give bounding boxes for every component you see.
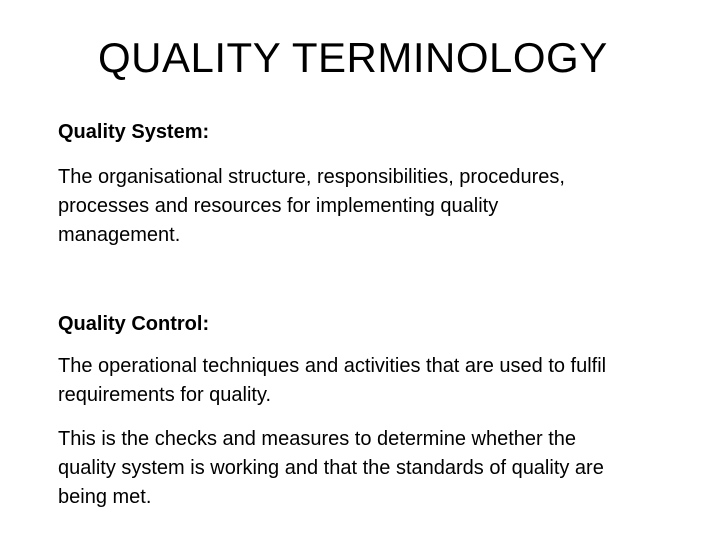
text-line: management.: [58, 224, 181, 246]
quality-control-heading: Quality Control:: [58, 313, 210, 335]
text-line: requirements for quality.: [58, 384, 272, 406]
slide-title: QUALITY TERMINOLOGY: [98, 34, 608, 81]
text-line: quality system is working and that the standards of quality are: [58, 457, 604, 479]
text-line: processes and resources for implementing quality: [58, 195, 499, 217]
quality-system-heading: Quality System:: [58, 121, 210, 143]
text-line: being met.: [58, 486, 152, 508]
text-line: This is the checks and measures to determine whether the: [58, 428, 577, 450]
text-line: The organisational structure, responsibilities, procedures,: [58, 166, 565, 188]
quality-system-definition: [58, 163, 726, 250]
quality-control-explanation: [58, 425, 726, 512]
text-line: The operational techniques and activities that are used to fulfil: [58, 355, 607, 377]
quality-control-definition: [58, 352, 726, 410]
